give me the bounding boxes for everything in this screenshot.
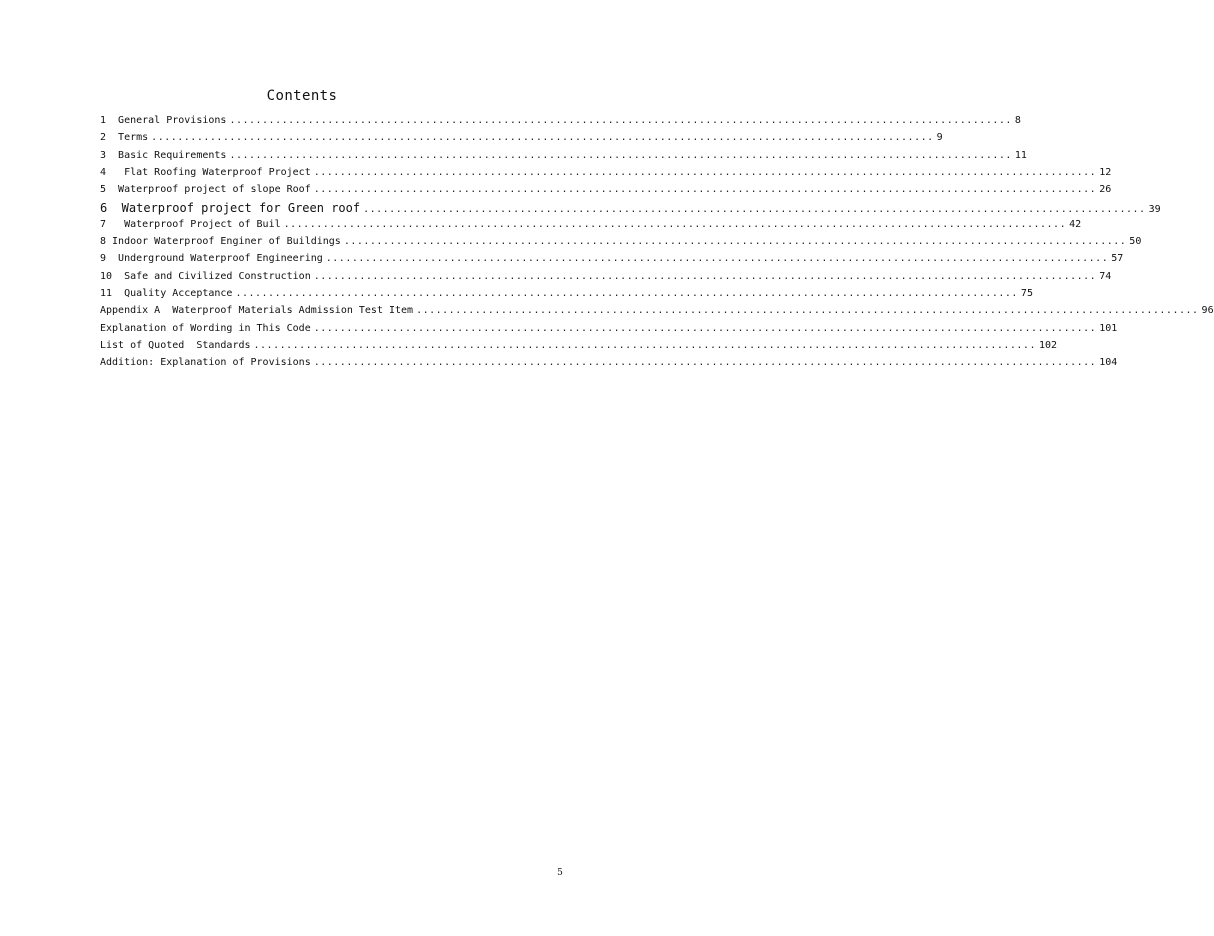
dot-leader: ........................................................................................................................: [313, 357, 1097, 369]
dot-leader: ........................................................................................................................: [313, 184, 1097, 196]
toc-entry-label: Appendix A Waterproof Materials Admission Test Item: [100, 305, 414, 317]
toc-entry-label: 1 General Provisions: [100, 115, 227, 126]
dot-leader: ........................................................................................................................: [283, 218, 1067, 230]
toc-entry-page: 74: [1099, 270, 1112, 282]
toc-entry-general-provisions: [100, 115, 1021, 132]
toc-entry-page: 39: [1148, 204, 1161, 216]
toc-entry-page: 8: [1014, 115, 1021, 126]
dot-leader: ........................................................................................................................: [313, 166, 1097, 178]
toc-entry-basic-requirements: [100, 149, 1027, 167]
toc-entry-project-of-buil: [100, 218, 1082, 236]
toc-entry-safe-construction: [100, 270, 1112, 288]
dot-leader: ........................................................................................................................: [363, 204, 1146, 216]
toc-entry-quality-acceptance: [100, 287, 1033, 305]
dot-leader: ........................................................................................................................: [313, 322, 1097, 334]
toc-entry-underground: [100, 253, 1124, 270]
toc-entry-quoted-standards: [100, 339, 1058, 357]
dot-leader: ........................................................................................................................: [343, 236, 1127, 248]
toc-entry-terms: [100, 132, 943, 149]
dot-leader: ........................................................................................................................: [416, 305, 1199, 317]
dot-leader: ........................................................................................................................: [253, 339, 1036, 351]
page-number: 5: [557, 868, 563, 878]
table-of-contents: [100, 115, 1214, 374]
toc-entry-appendix-a: [100, 305, 1214, 322]
toc-entry-page: 101: [1099, 322, 1118, 334]
toc-entry-label: 5 Waterproof project of slope Roof: [100, 184, 311, 196]
toc-entry-explanation-wording: [100, 322, 1118, 340]
toc-entry-label: 2 Terms: [100, 132, 149, 144]
toc-entry-page: 9: [936, 132, 943, 144]
toc-entry-label: Addition: Explanation of Provisions: [100, 357, 311, 369]
toc-entry-label: 8 Indoor Waterproof Enginer of Buildings: [100, 236, 341, 248]
dot-leader: ........................................................................................................................: [313, 270, 1097, 282]
toc-entry-label: List of Quoted Standards: [100, 339, 251, 351]
toc-entry-label: 10 Safe and Civilized Construction: [100, 270, 311, 282]
toc-entry-flat-roofing: [100, 166, 1112, 184]
dot-leader: ........................................................................................................................: [325, 253, 1109, 265]
toc-entry-label: Explanation of Wording in This Code: [100, 322, 311, 334]
toc-entry-label: 3 Basic Requirements: [100, 149, 227, 161]
toc-entry-green-roof: [100, 201, 1161, 218]
toc-entry-indoor-waterproof: [100, 236, 1142, 253]
toc-entry-page: 102: [1038, 339, 1058, 351]
toc-entry-page: 50: [1129, 236, 1142, 248]
toc-entry-explanation-provisions: [100, 357, 1118, 374]
toc-entry-label: 4 Flat Roofing Waterproof Project: [100, 166, 311, 178]
contents-title: Contents: [266, 88, 338, 104]
toc-entry-label: 7 Waterproof Project of Buil: [100, 218, 281, 230]
toc-entry-label: 6 Waterproof project for Green roof: [100, 201, 361, 216]
toc-entry-page: 42: [1069, 218, 1082, 230]
toc-entry-slope-roof: [100, 184, 1112, 201]
toc-entry-page: 104: [1099, 357, 1118, 369]
dot-leader: ........................................................................................................................: [235, 287, 1018, 299]
dot-leader: ........................................................................................................................: [229, 149, 1012, 161]
toc-entry-page: 11: [1014, 149, 1027, 161]
toc-entry-page: 12: [1099, 166, 1112, 178]
toc-entry-page: 57: [1111, 253, 1124, 265]
toc-entry-label: 9 Underground Waterproof Engineering: [100, 253, 323, 265]
toc-entry-label: 11 Quality Acceptance: [100, 287, 233, 299]
dot-leader: ........................................................................................................................: [151, 132, 934, 144]
dot-leader: ........................................................................................................................: [229, 115, 1012, 126]
toc-entry-page: 75: [1020, 287, 1033, 299]
toc-entry-page: 26: [1099, 184, 1112, 196]
toc-entry-page: 96: [1201, 305, 1214, 317]
